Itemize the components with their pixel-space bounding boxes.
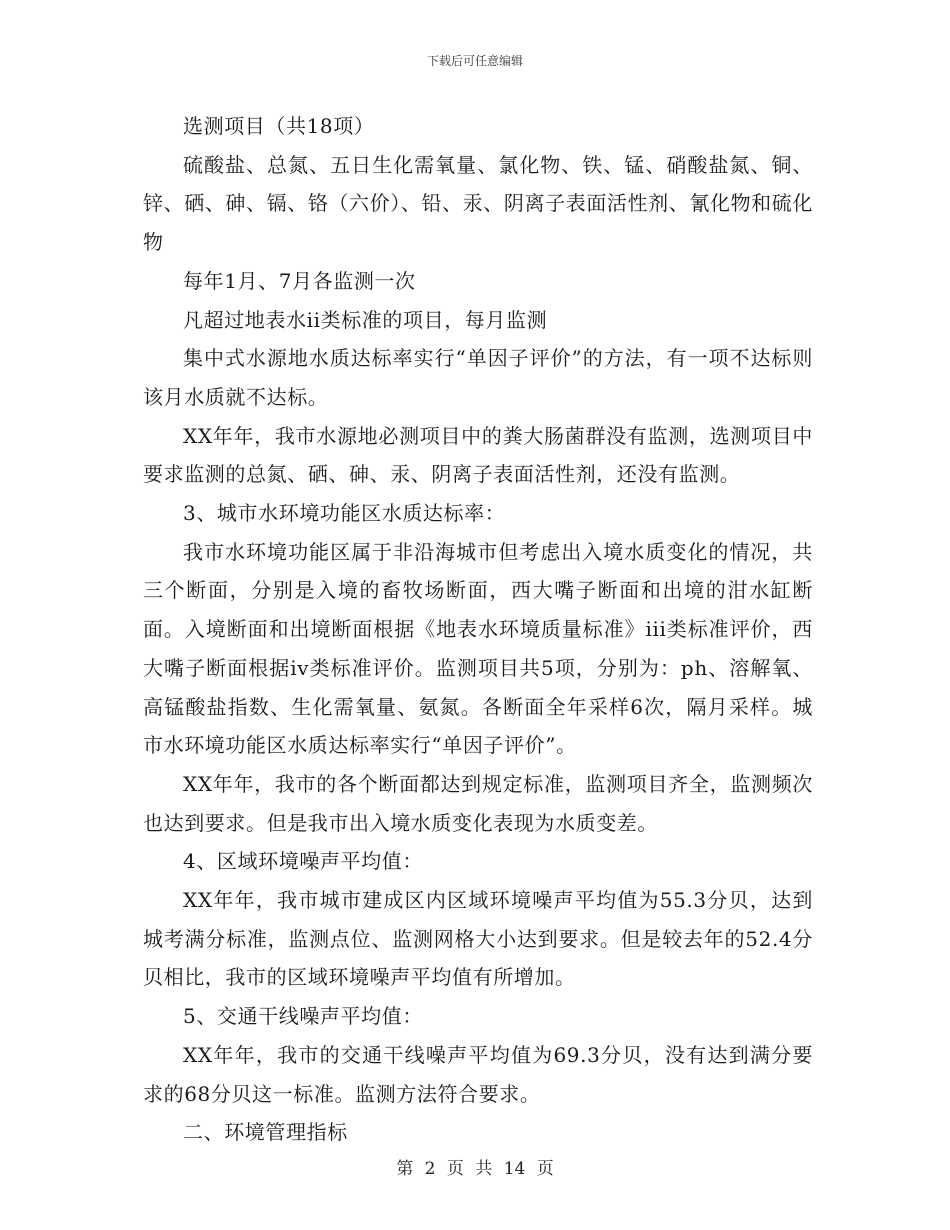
paragraph: 每年1月、7月各监测一次: [183, 268, 416, 293]
section-heading: 5、交通干线噪声平均值：: [183, 1004, 423, 1029]
paragraph: XX年年，我市城市建成区内区域环境噪声平均值为55.3分贝，达到城考满分标准，监测点位、监测网格大小达到要求。但是较去年的52.4分贝相比，我市的区域环境噪声平均值有所增加。: [143, 888, 813, 990]
section-heading: 二、环境管理指标: [183, 1120, 348, 1145]
paragraph: XX年年，我市的交通干线噪声平均值为69.3分贝，没有达到满分要求的68分贝这一标准。监测方法符合要求。: [143, 1042, 813, 1106]
paragraph: 凡超过地表水ii类标准的项目，每月监测: [183, 307, 548, 332]
section-heading: 3、城市水环境功能区水质达标率：: [183, 501, 506, 526]
section-heading: 4、区域环境噪声平均值：: [183, 849, 423, 874]
header-note: 下载后可任意编辑: [426, 54, 523, 68]
paragraph: 选测项目（共18项）: [183, 114, 375, 138]
page-number-footer: 第 2 页 共 14 页: [396, 1159, 554, 1179]
document-body: [143, 107, 813, 1152]
paragraph: XX年年，我市的各个断面都达到规定标准，监测项目齐全，监测频次也达到要求。但是我市出入境水质变化表现为水质变差。: [143, 771, 813, 835]
paragraph: 集中式水源地水质达标率实行“单因子评价”的方法，有一项不达标则该月水质就不达标。: [143, 346, 813, 409]
paragraph: 我市水环境功能区属于非沿海城市但考虑出入境水质变化的情况，共三个断面，分别是入境的畜牧场断面，西大嘴子断面和出境的泔水缸断面。入境断面和出境断面根据《地表水环境质量标准》iii类标准评价，西大嘴子断面根据iv类标准评价。监测项目共5项，分别为：ph、溶解氧、高锰酸盐指数、生化需氧量、氨氮。各断面全年采样6次，隔月采样。城市水环境功能区水质达标率实行“单因子评价”。: [143, 539, 813, 758]
paragraph: XX年年，我市水源地必测项目中的粪大肠菌群没有监测，选测项目中要求监测的总氮、硒、砷、汞、阴离子表面活性剂，还没有监测。: [143, 423, 813, 487]
paragraph: 硫酸盐、总氮、五日生化需氧量、氯化物、铁、锰、硝酸盐氮、铜、锌、硒、砷、镉、铬（六价）、铅、汞、阴离子表面活性剂、氰化物和硫化物: [143, 152, 813, 255]
